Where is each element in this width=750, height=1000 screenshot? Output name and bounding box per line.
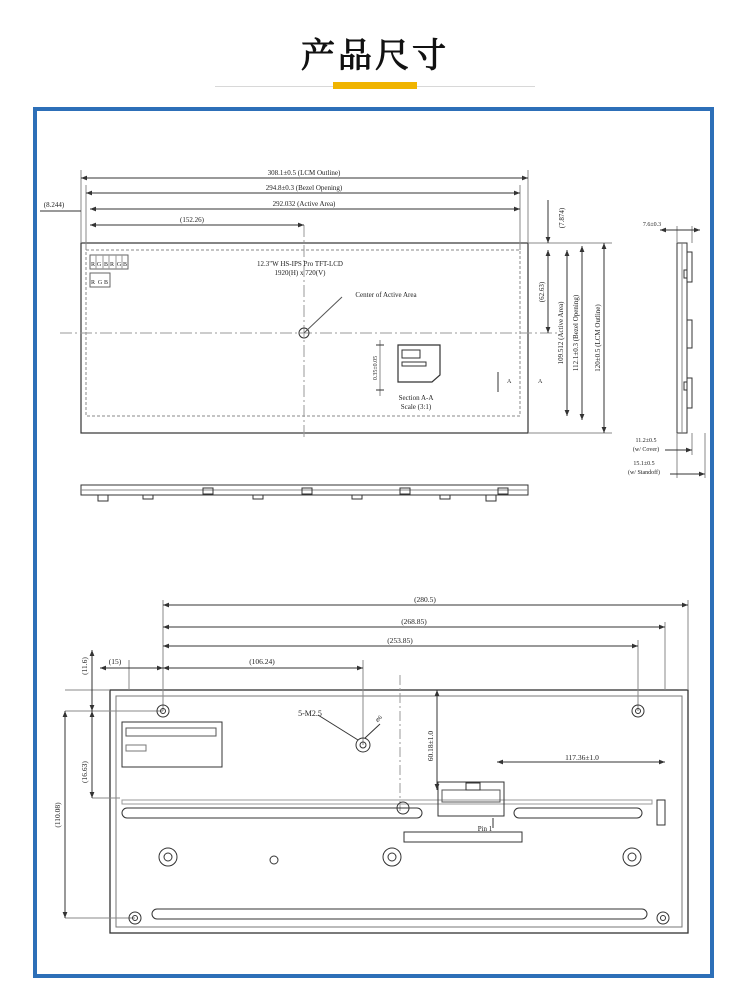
dim-bezel-opening-w: 294.8±0.3 (Bezel Opening) (265, 184, 343, 192)
side-cover-2: (w/ Cover) (632, 447, 660, 453)
bottom-edge-view (81, 485, 528, 501)
screw (383, 848, 401, 866)
section-label-1: Section A-A (398, 394, 434, 402)
pixel-r1-3: B (103, 262, 109, 268)
back-dim-d4: (15) (108, 657, 122, 666)
dim-left-offset: (8.244) (43, 201, 65, 209)
dim-active-area-w: 292.032 (Active Area) (272, 200, 336, 208)
fpc-tail (404, 832, 522, 842)
back-dim-d3: (253.85) (387, 636, 413, 645)
dim-active-area-h: 109.512 (Active Area) (557, 301, 565, 365)
side-standoff-1: 15.1±0.5 (633, 461, 655, 467)
side-thickness: 7.6±0.3 (642, 222, 662, 228)
dim-lcm-outline-h: 120±0.5 (LCM Outline) (594, 304, 602, 372)
pixel-r1-5: G (116, 262, 122, 268)
screw (623, 848, 641, 866)
section-detail (398, 345, 440, 382)
dim-half-height: (62.63) (538, 281, 546, 303)
back-dim-v3: (110.08) (53, 802, 62, 828)
panel-text-1: 12.3"W HS-IPS Pro TFT-LCD (257, 260, 343, 268)
back-dim-d1: (280.5) (414, 595, 436, 604)
page-title: 产品尺寸 (301, 36, 449, 76)
back-dim-v4: 60.18±1.0 (426, 730, 435, 762)
section-label-2: Scale (3:1) (400, 403, 432, 411)
pin1-label: Pin 1 (477, 825, 493, 833)
side-view (660, 226, 705, 478)
mount-hole (657, 912, 669, 924)
pixel-r1-6: B (122, 262, 128, 268)
depth-label: ⌀6 (374, 714, 384, 724)
pixel-r2-2: G (97, 280, 103, 286)
slot (514, 808, 642, 818)
dim-lcm-outline-w: 308.1±0.5 (LCM Outline) (267, 169, 341, 177)
back-dim-h6: 117.36±1.0 (565, 753, 599, 762)
slot (122, 808, 422, 818)
center-of-active-area-label: Center of Active Area (355, 291, 417, 299)
pixel-r1-1: R (90, 262, 96, 268)
side-standoff-2: (w/ Standoff) (627, 470, 661, 476)
back-dim-v1: (11.6) (80, 657, 89, 675)
dim-bezel-opening-h: 112.1±0.3 (Bezel Opening) (572, 294, 580, 372)
dim-top-offset: (7.874) (558, 207, 566, 229)
dim-half-active: (152.26) (180, 216, 204, 224)
pixel-r2-3: B (103, 280, 109, 286)
back-dim-d5: (106.24) (249, 657, 275, 666)
side-cover-1: 11.2±0.5 (635, 438, 657, 444)
back-outline (110, 690, 688, 933)
pixel-r1-4: R (109, 262, 115, 268)
screw-spec-label: 5-M2.5 (298, 709, 322, 718)
back-dim-d2: (268.85) (401, 617, 427, 626)
pixel-r1-2: G (96, 262, 102, 268)
slot (152, 909, 647, 919)
back-view (65, 600, 688, 933)
connector (438, 782, 504, 816)
section-mark-a-left: A (507, 379, 512, 385)
front-view (40, 170, 612, 440)
pixel-r2-1: R (90, 280, 96, 286)
back-dim-v2: (16.63) (80, 761, 89, 783)
screw (159, 848, 177, 866)
section-dim: 0.35±0.05 (373, 355, 379, 381)
section-mark-a-right: A (538, 379, 543, 385)
panel-text-2: 1920(H) x 720(V) (274, 269, 326, 277)
